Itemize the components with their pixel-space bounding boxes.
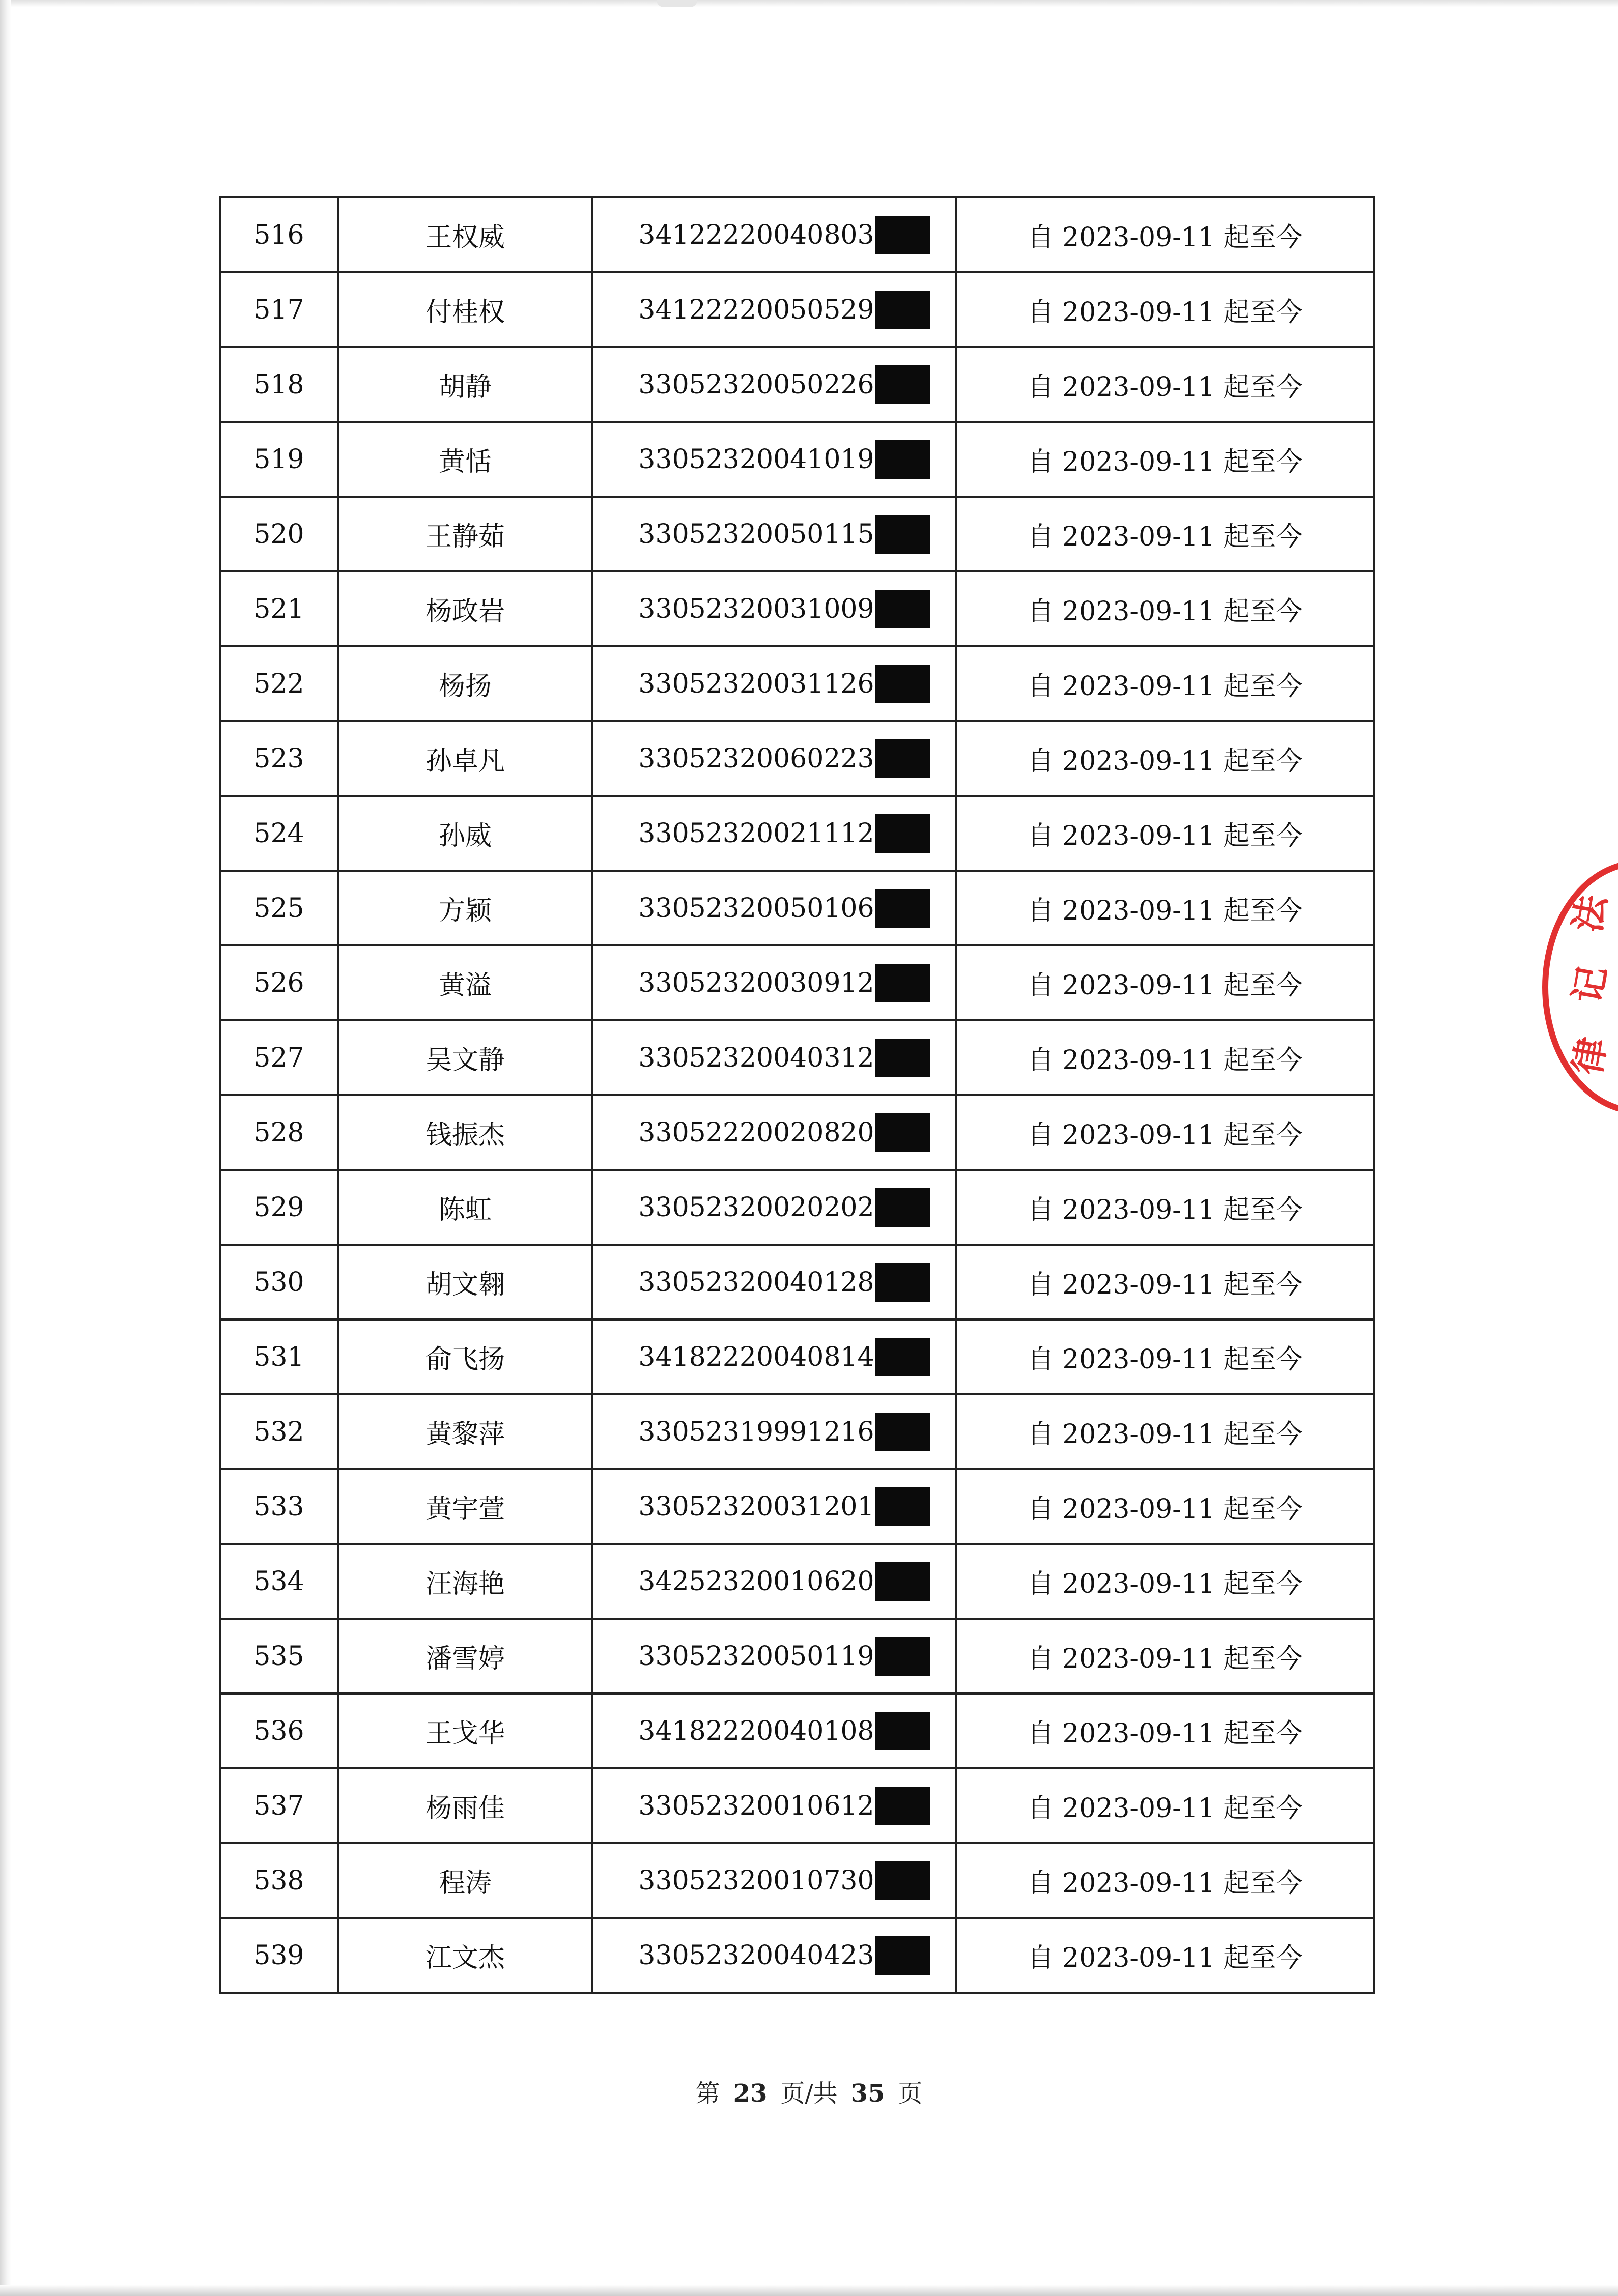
person-name: 杨雨佳 bbox=[338, 1768, 592, 1843]
row-number: 534 bbox=[220, 1544, 338, 1619]
table-row bbox=[220, 1020, 1374, 1095]
row-number: 537 bbox=[220, 1768, 338, 1843]
id-number-wrap bbox=[638, 1712, 930, 1750]
redaction-block bbox=[875, 1338, 930, 1376]
page-footer bbox=[0, 2074, 1618, 2109]
id-number-wrap bbox=[638, 1263, 930, 1302]
id-number-cell bbox=[592, 1020, 956, 1095]
row-number: 539 bbox=[220, 1918, 338, 1993]
period-text: 自 2023-09-11 起至今 bbox=[956, 497, 1374, 571]
scan-top-edge bbox=[0, 0, 1618, 7]
redaction-block bbox=[875, 1188, 930, 1227]
id-number: 34182220040108 bbox=[638, 1715, 874, 1746]
row-number: 531 bbox=[220, 1319, 338, 1394]
period-text: 自 2023-09-11 起至今 bbox=[956, 1619, 1374, 1694]
id-number-cell bbox=[592, 197, 956, 272]
row-number: 536 bbox=[220, 1694, 338, 1768]
seal-char: 记 bbox=[1565, 963, 1614, 1007]
redaction-block bbox=[875, 665, 930, 703]
id-number-wrap bbox=[638, 1562, 930, 1601]
table-row bbox=[220, 796, 1374, 871]
seal-char: 律 bbox=[1565, 1034, 1614, 1078]
id-number-cell bbox=[592, 1469, 956, 1544]
row-number: 521 bbox=[220, 571, 338, 646]
row-number: 535 bbox=[220, 1619, 338, 1694]
id-number-cell bbox=[592, 1170, 956, 1245]
id-number-wrap bbox=[638, 1936, 930, 1975]
period-text: 自 2023-09-11 起至今 bbox=[956, 1843, 1374, 1918]
period-text: 自 2023-09-11 起至今 bbox=[956, 1768, 1374, 1843]
period-text: 自 2023-09-11 起至今 bbox=[956, 945, 1374, 1020]
id-number-wrap bbox=[638, 365, 930, 404]
id-number-cell bbox=[592, 871, 956, 945]
id-number-cell bbox=[592, 1768, 956, 1843]
table-row bbox=[220, 422, 1374, 497]
redaction-block bbox=[875, 814, 930, 853]
id-number: 33052320041019 bbox=[638, 444, 874, 475]
id-number: 33052320050119 bbox=[638, 1641, 874, 1672]
person-name: 孙卓凡 bbox=[338, 721, 592, 796]
person-name: 孙威 bbox=[338, 796, 592, 871]
table-row bbox=[220, 1619, 1374, 1694]
id-number: 34252320010620 bbox=[638, 1566, 874, 1597]
period-text: 自 2023-09-11 起至今 bbox=[956, 422, 1374, 497]
person-name: 吴文静 bbox=[338, 1020, 592, 1095]
id-number-wrap bbox=[638, 1861, 930, 1900]
period-text: 自 2023-09-11 起至今 bbox=[956, 796, 1374, 871]
period-text: 自 2023-09-11 起至今 bbox=[956, 1469, 1374, 1544]
person-name: 王静茹 bbox=[338, 497, 592, 571]
total-pages-number: 35 bbox=[850, 2079, 885, 2108]
row-number: 528 bbox=[220, 1095, 338, 1170]
period-text: 自 2023-09-11 起至今 bbox=[956, 646, 1374, 721]
id-number-wrap bbox=[638, 291, 930, 329]
table-row bbox=[220, 1319, 1374, 1394]
period-text: 自 2023-09-11 起至今 bbox=[956, 571, 1374, 646]
period-text: 自 2023-09-11 起至今 bbox=[956, 871, 1374, 945]
row-number: 529 bbox=[220, 1170, 338, 1245]
person-name: 胡静 bbox=[338, 347, 592, 422]
redaction-block bbox=[875, 1787, 930, 1825]
person-name: 杨政岩 bbox=[338, 571, 592, 646]
id-number: 33052320040423 bbox=[638, 1940, 874, 1971]
period-text: 自 2023-09-11 起至今 bbox=[956, 1170, 1374, 1245]
person-name: 江文杰 bbox=[338, 1918, 592, 1993]
id-number-wrap bbox=[638, 515, 930, 554]
id-number: 34182220040814 bbox=[638, 1341, 874, 1372]
id-number: 34122220050529 bbox=[638, 294, 874, 325]
id-number-cell bbox=[592, 721, 956, 796]
id-number-cell bbox=[592, 796, 956, 871]
binding-mark bbox=[657, 0, 697, 7]
id-number-wrap bbox=[638, 1338, 930, 1376]
table-row bbox=[220, 1394, 1374, 1469]
id-number: 33052320030912 bbox=[638, 967, 874, 998]
redaction-block bbox=[875, 291, 930, 329]
row-number: 522 bbox=[220, 646, 338, 721]
table-row bbox=[220, 1095, 1374, 1170]
id-number-wrap bbox=[638, 1188, 930, 1227]
person-name: 黄溢 bbox=[338, 945, 592, 1020]
current-page-number: 23 bbox=[733, 2079, 768, 2108]
id-number-cell bbox=[592, 347, 956, 422]
redaction-block bbox=[875, 1936, 930, 1975]
table-row bbox=[220, 945, 1374, 1020]
id-number: 33052320050115 bbox=[638, 519, 874, 550]
id-number-cell bbox=[592, 1694, 956, 1768]
person-name: 俞飞扬 bbox=[338, 1319, 592, 1394]
row-number: 526 bbox=[220, 945, 338, 1020]
period-text: 自 2023-09-11 起至今 bbox=[956, 1544, 1374, 1619]
redaction-block bbox=[875, 1113, 930, 1152]
table-row bbox=[220, 571, 1374, 646]
period-text: 自 2023-09-11 起至今 bbox=[956, 272, 1374, 347]
footer-suffix: 页 bbox=[898, 2079, 923, 2108]
id-number-cell bbox=[592, 1619, 956, 1694]
row-number: 533 bbox=[220, 1469, 338, 1544]
id-number: 34122220040803 bbox=[638, 219, 874, 250]
id-number: 33052319991216 bbox=[638, 1416, 874, 1447]
person-name: 胡文翱 bbox=[338, 1245, 592, 1319]
id-number-wrap bbox=[638, 739, 930, 778]
row-number: 525 bbox=[220, 871, 338, 945]
id-number-cell bbox=[592, 272, 956, 347]
period-text: 自 2023-09-11 起至今 bbox=[956, 1020, 1374, 1095]
id-number-wrap bbox=[638, 964, 930, 1002]
redaction-block bbox=[875, 1487, 930, 1526]
id-number: 33052320010730 bbox=[638, 1865, 874, 1896]
redaction-block bbox=[875, 440, 930, 479]
id-number-cell bbox=[592, 945, 956, 1020]
table-row bbox=[220, 1694, 1374, 1768]
id-number: 33052320050106 bbox=[638, 893, 874, 924]
table-row bbox=[220, 272, 1374, 347]
row-number: 538 bbox=[220, 1843, 338, 1918]
redaction-block bbox=[875, 1861, 930, 1900]
redaction-block bbox=[875, 1263, 930, 1302]
id-number-wrap bbox=[638, 1637, 930, 1676]
id-number-cell bbox=[592, 1394, 956, 1469]
person-name: 王戈华 bbox=[338, 1694, 592, 1768]
table-row bbox=[220, 721, 1374, 796]
person-name: 程涛 bbox=[338, 1843, 592, 1918]
person-name: 王权威 bbox=[338, 197, 592, 272]
id-number-wrap bbox=[638, 590, 930, 628]
person-name: 黄黎萍 bbox=[338, 1394, 592, 1469]
table-row bbox=[220, 646, 1374, 721]
id-number-wrap bbox=[638, 889, 930, 928]
id-number: 33052220020820 bbox=[638, 1117, 874, 1148]
scan-left-edge bbox=[0, 0, 11, 2296]
redaction-block bbox=[875, 590, 930, 628]
id-number: 33052320010612 bbox=[638, 1790, 874, 1821]
redaction-block bbox=[875, 216, 930, 254]
id-number-wrap bbox=[638, 440, 930, 479]
id-number-cell bbox=[592, 1095, 956, 1170]
id-number-wrap bbox=[638, 1787, 930, 1825]
table-row bbox=[220, 197, 1374, 272]
id-number: 33052320050226 bbox=[638, 369, 874, 400]
person-name: 付桂权 bbox=[338, 272, 592, 347]
row-number: 527 bbox=[220, 1020, 338, 1095]
id-number-wrap bbox=[638, 1039, 930, 1077]
person-name: 潘雪婷 bbox=[338, 1619, 592, 1694]
table-row bbox=[220, 871, 1374, 945]
person-name: 黄宇萱 bbox=[338, 1469, 592, 1544]
period-text: 自 2023-09-11 起至今 bbox=[956, 197, 1374, 272]
id-number-wrap bbox=[638, 814, 930, 853]
row-number: 532 bbox=[220, 1394, 338, 1469]
person-name: 黄恬 bbox=[338, 422, 592, 497]
row-number: 519 bbox=[220, 422, 338, 497]
id-number-cell bbox=[592, 646, 956, 721]
row-number: 530 bbox=[220, 1245, 338, 1319]
id-number-wrap bbox=[638, 1113, 930, 1152]
redaction-block bbox=[875, 515, 930, 554]
id-number: 33052320031009 bbox=[638, 593, 874, 624]
redaction-block bbox=[875, 1712, 930, 1750]
table-row bbox=[220, 1843, 1374, 1918]
person-name: 汪海艳 bbox=[338, 1544, 592, 1619]
period-text: 自 2023-09-11 起至今 bbox=[956, 1319, 1374, 1394]
redaction-block bbox=[875, 964, 930, 1002]
id-number: 33052320031201 bbox=[638, 1491, 874, 1522]
period-text: 自 2023-09-11 起至今 bbox=[956, 1095, 1374, 1170]
redaction-block bbox=[875, 1413, 930, 1451]
redaction-block bbox=[875, 1039, 930, 1077]
person-name: 陈虹 bbox=[338, 1170, 592, 1245]
period-text: 自 2023-09-11 起至今 bbox=[956, 1694, 1374, 1768]
redaction-block bbox=[875, 739, 930, 778]
id-number-wrap bbox=[638, 665, 930, 703]
row-number: 516 bbox=[220, 197, 338, 272]
id-number: 33052320021112 bbox=[638, 818, 874, 849]
table-row bbox=[220, 347, 1374, 422]
person-name: 方颖 bbox=[338, 871, 592, 945]
redaction-block bbox=[875, 889, 930, 928]
row-number: 523 bbox=[220, 721, 338, 796]
id-number: 33052320031126 bbox=[638, 668, 874, 699]
footer-prefix: 第 bbox=[695, 2079, 720, 2108]
table-row bbox=[220, 1469, 1374, 1544]
period-text: 自 2023-09-11 起至今 bbox=[956, 347, 1374, 422]
id-number-wrap bbox=[638, 1413, 930, 1451]
footer-middle: 页/共 bbox=[780, 2079, 838, 2108]
redaction-block bbox=[875, 1562, 930, 1601]
redaction-block bbox=[875, 365, 930, 404]
id-number-cell bbox=[592, 1319, 956, 1394]
person-name: 钱振杰 bbox=[338, 1095, 592, 1170]
period-text: 自 2023-09-11 起至今 bbox=[956, 721, 1374, 796]
table-row bbox=[220, 1245, 1374, 1319]
id-number: 33052320020202 bbox=[638, 1192, 874, 1223]
table-row bbox=[220, 497, 1374, 571]
table-row bbox=[220, 1768, 1374, 1843]
id-number: 33052320040128 bbox=[638, 1267, 874, 1298]
id-number-cell bbox=[592, 1544, 956, 1619]
id-number-cell bbox=[592, 571, 956, 646]
official-seal bbox=[1542, 860, 1618, 1114]
row-number: 518 bbox=[220, 347, 338, 422]
table-row bbox=[220, 1544, 1374, 1619]
id-number-cell bbox=[592, 1245, 956, 1319]
id-number: 33052320060223 bbox=[638, 743, 874, 774]
id-number: 33052320040312 bbox=[638, 1042, 874, 1073]
row-number: 524 bbox=[220, 796, 338, 871]
row-number: 520 bbox=[220, 497, 338, 571]
id-number-cell bbox=[592, 497, 956, 571]
id-number-wrap bbox=[638, 1487, 930, 1526]
table-row bbox=[220, 1918, 1374, 1993]
id-number-wrap bbox=[638, 216, 930, 254]
table-body bbox=[220, 197, 1374, 1993]
table-row bbox=[220, 1170, 1374, 1245]
scan-bottom-edge bbox=[0, 2285, 1618, 2296]
id-number-cell bbox=[592, 1843, 956, 1918]
roster-table bbox=[219, 196, 1365, 1994]
id-number-cell bbox=[592, 1918, 956, 1993]
redaction-block bbox=[875, 1637, 930, 1676]
period-text: 自 2023-09-11 起至今 bbox=[956, 1394, 1374, 1469]
seal-char: 法 bbox=[1565, 892, 1614, 935]
period-text: 自 2023-09-11 起至今 bbox=[956, 1245, 1374, 1319]
period-text: 自 2023-09-11 起至今 bbox=[956, 1918, 1374, 1993]
id-number-cell bbox=[592, 422, 956, 497]
person-name: 杨扬 bbox=[338, 646, 592, 721]
row-number: 517 bbox=[220, 272, 338, 347]
